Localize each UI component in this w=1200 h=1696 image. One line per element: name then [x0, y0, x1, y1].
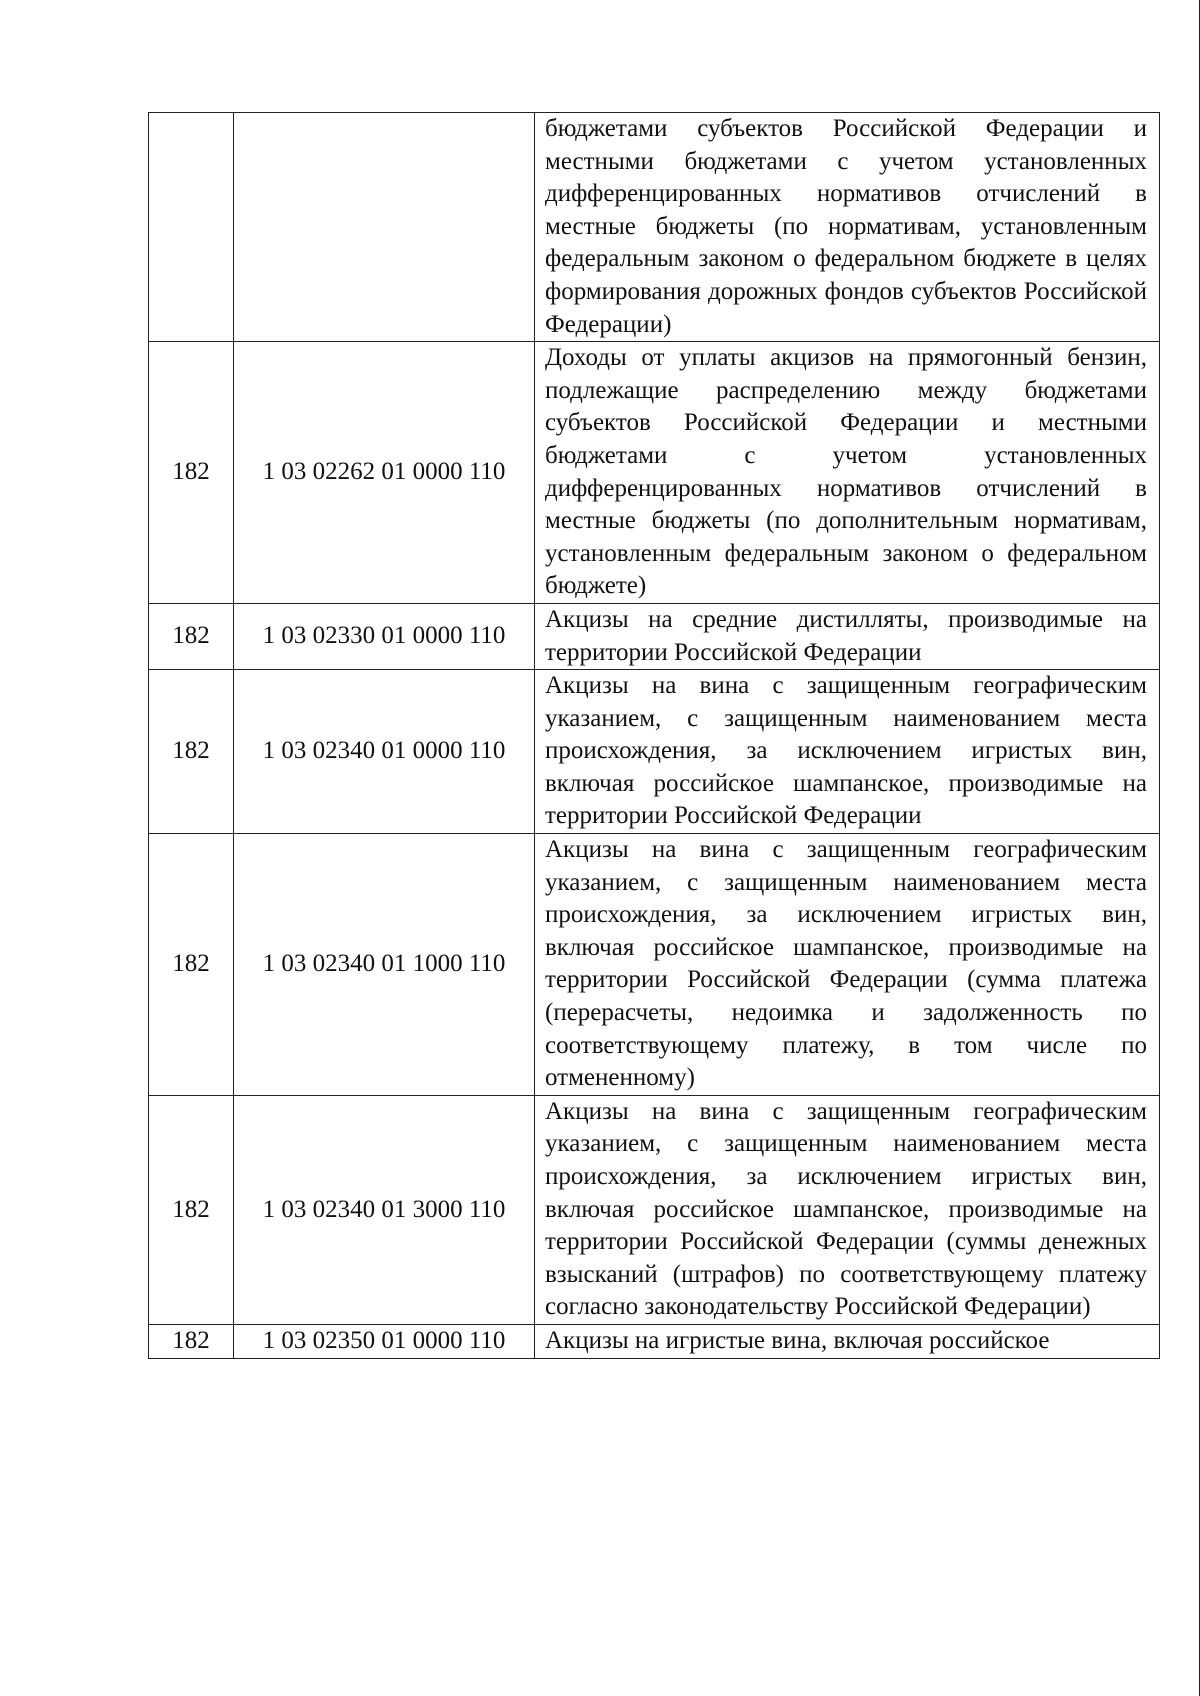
admin-code-cell	[149, 113, 234, 342]
budget-classification-code-cell: 1 03 02340 01 0000 110	[234, 670, 535, 834]
revenue-name-cell: Доходы от уплаты акцизов на прямогонный бензин, подлежащие распределению между бюджетами субъектов Российской Федерации и местными бюджетами с учетом установленных дифференцированных нормативов отчислений в местные бюджеты (по дополнительным нормативам, установленным федеральным законом о федеральном бюджете)	[535, 342, 1160, 604]
table-row	[149, 603, 1160, 669]
budget-classification-code-cell	[234, 113, 535, 342]
table-row	[149, 113, 1160, 342]
budget-classification-code-cell: 1 03 02340 01 3000 110	[234, 1095, 535, 1324]
table-row	[149, 834, 1160, 1096]
admin-code-cell: 182	[149, 1095, 234, 1324]
admin-code-cell: 182	[149, 342, 234, 604]
revenue-name-cell: Акцизы на игристые вина, включая российское	[535, 1324, 1160, 1358]
revenue-name-cell: Акцизы на вина с защищенным географическим указанием, с защищенным наименованием места происхождения, за исключением игристых вин, включая российское шампанское, производимые на территории Российской Федерации	[535, 670, 1160, 834]
revenue-name-cell: Акцизы на средние дистилляты, производимые на территории Российской Федерации	[535, 603, 1160, 669]
revenue-name-cell: Акцизы на вина с защищенным географическим указанием, с защищенным наименованием места происхождения, за исключением игристых вин, включая российское шампанское, производимые на территории Российской Федерации (суммы денежных взысканий (штрафов) по соответствующему платежу согласно законодательству Российской Федерации)	[535, 1095, 1160, 1324]
admin-code-cell: 182	[149, 834, 234, 1096]
table-row	[149, 342, 1160, 604]
admin-code-cell: 182	[149, 670, 234, 834]
table-row	[149, 1324, 1160, 1358]
table-row	[149, 1095, 1160, 1324]
budget-classification-code-cell: 1 03 02340 01 1000 110	[234, 834, 535, 1096]
budget-classification-code-cell: 1 03 02262 01 0000 110	[234, 342, 535, 604]
budget-classification-code-cell: 1 03 02330 01 0000 110	[234, 603, 535, 669]
admin-code-cell: 182	[149, 1324, 234, 1358]
budget-revenue-table	[148, 112, 1160, 1359]
table-row	[149, 670, 1160, 834]
admin-code-cell: 182	[149, 603, 234, 669]
budget-classification-code-cell: 1 03 02350 01 0000 110	[234, 1324, 535, 1358]
revenue-name-cell: бюджетами субъектов Российской Федерации и местными бюджетами с учетом установленных дифференцированных нормативов отчислений в местные бюджеты (по нормативам, установленным федеральным законом о федеральном бюджете в целях формирования дорожных фондов субъектов Российской Федерации)	[535, 113, 1160, 342]
revenue-name-cell: Акцизы на вина с защищенным географическим указанием, с защищенным наименованием места происхождения, за исключением игристых вин, включая российское шампанское, производимые на территории Российской Федерации (сумма платежа (перерасчеты, недоимка и задолженность по соответствующему платежу, в том числе по отмененному)	[535, 834, 1160, 1096]
